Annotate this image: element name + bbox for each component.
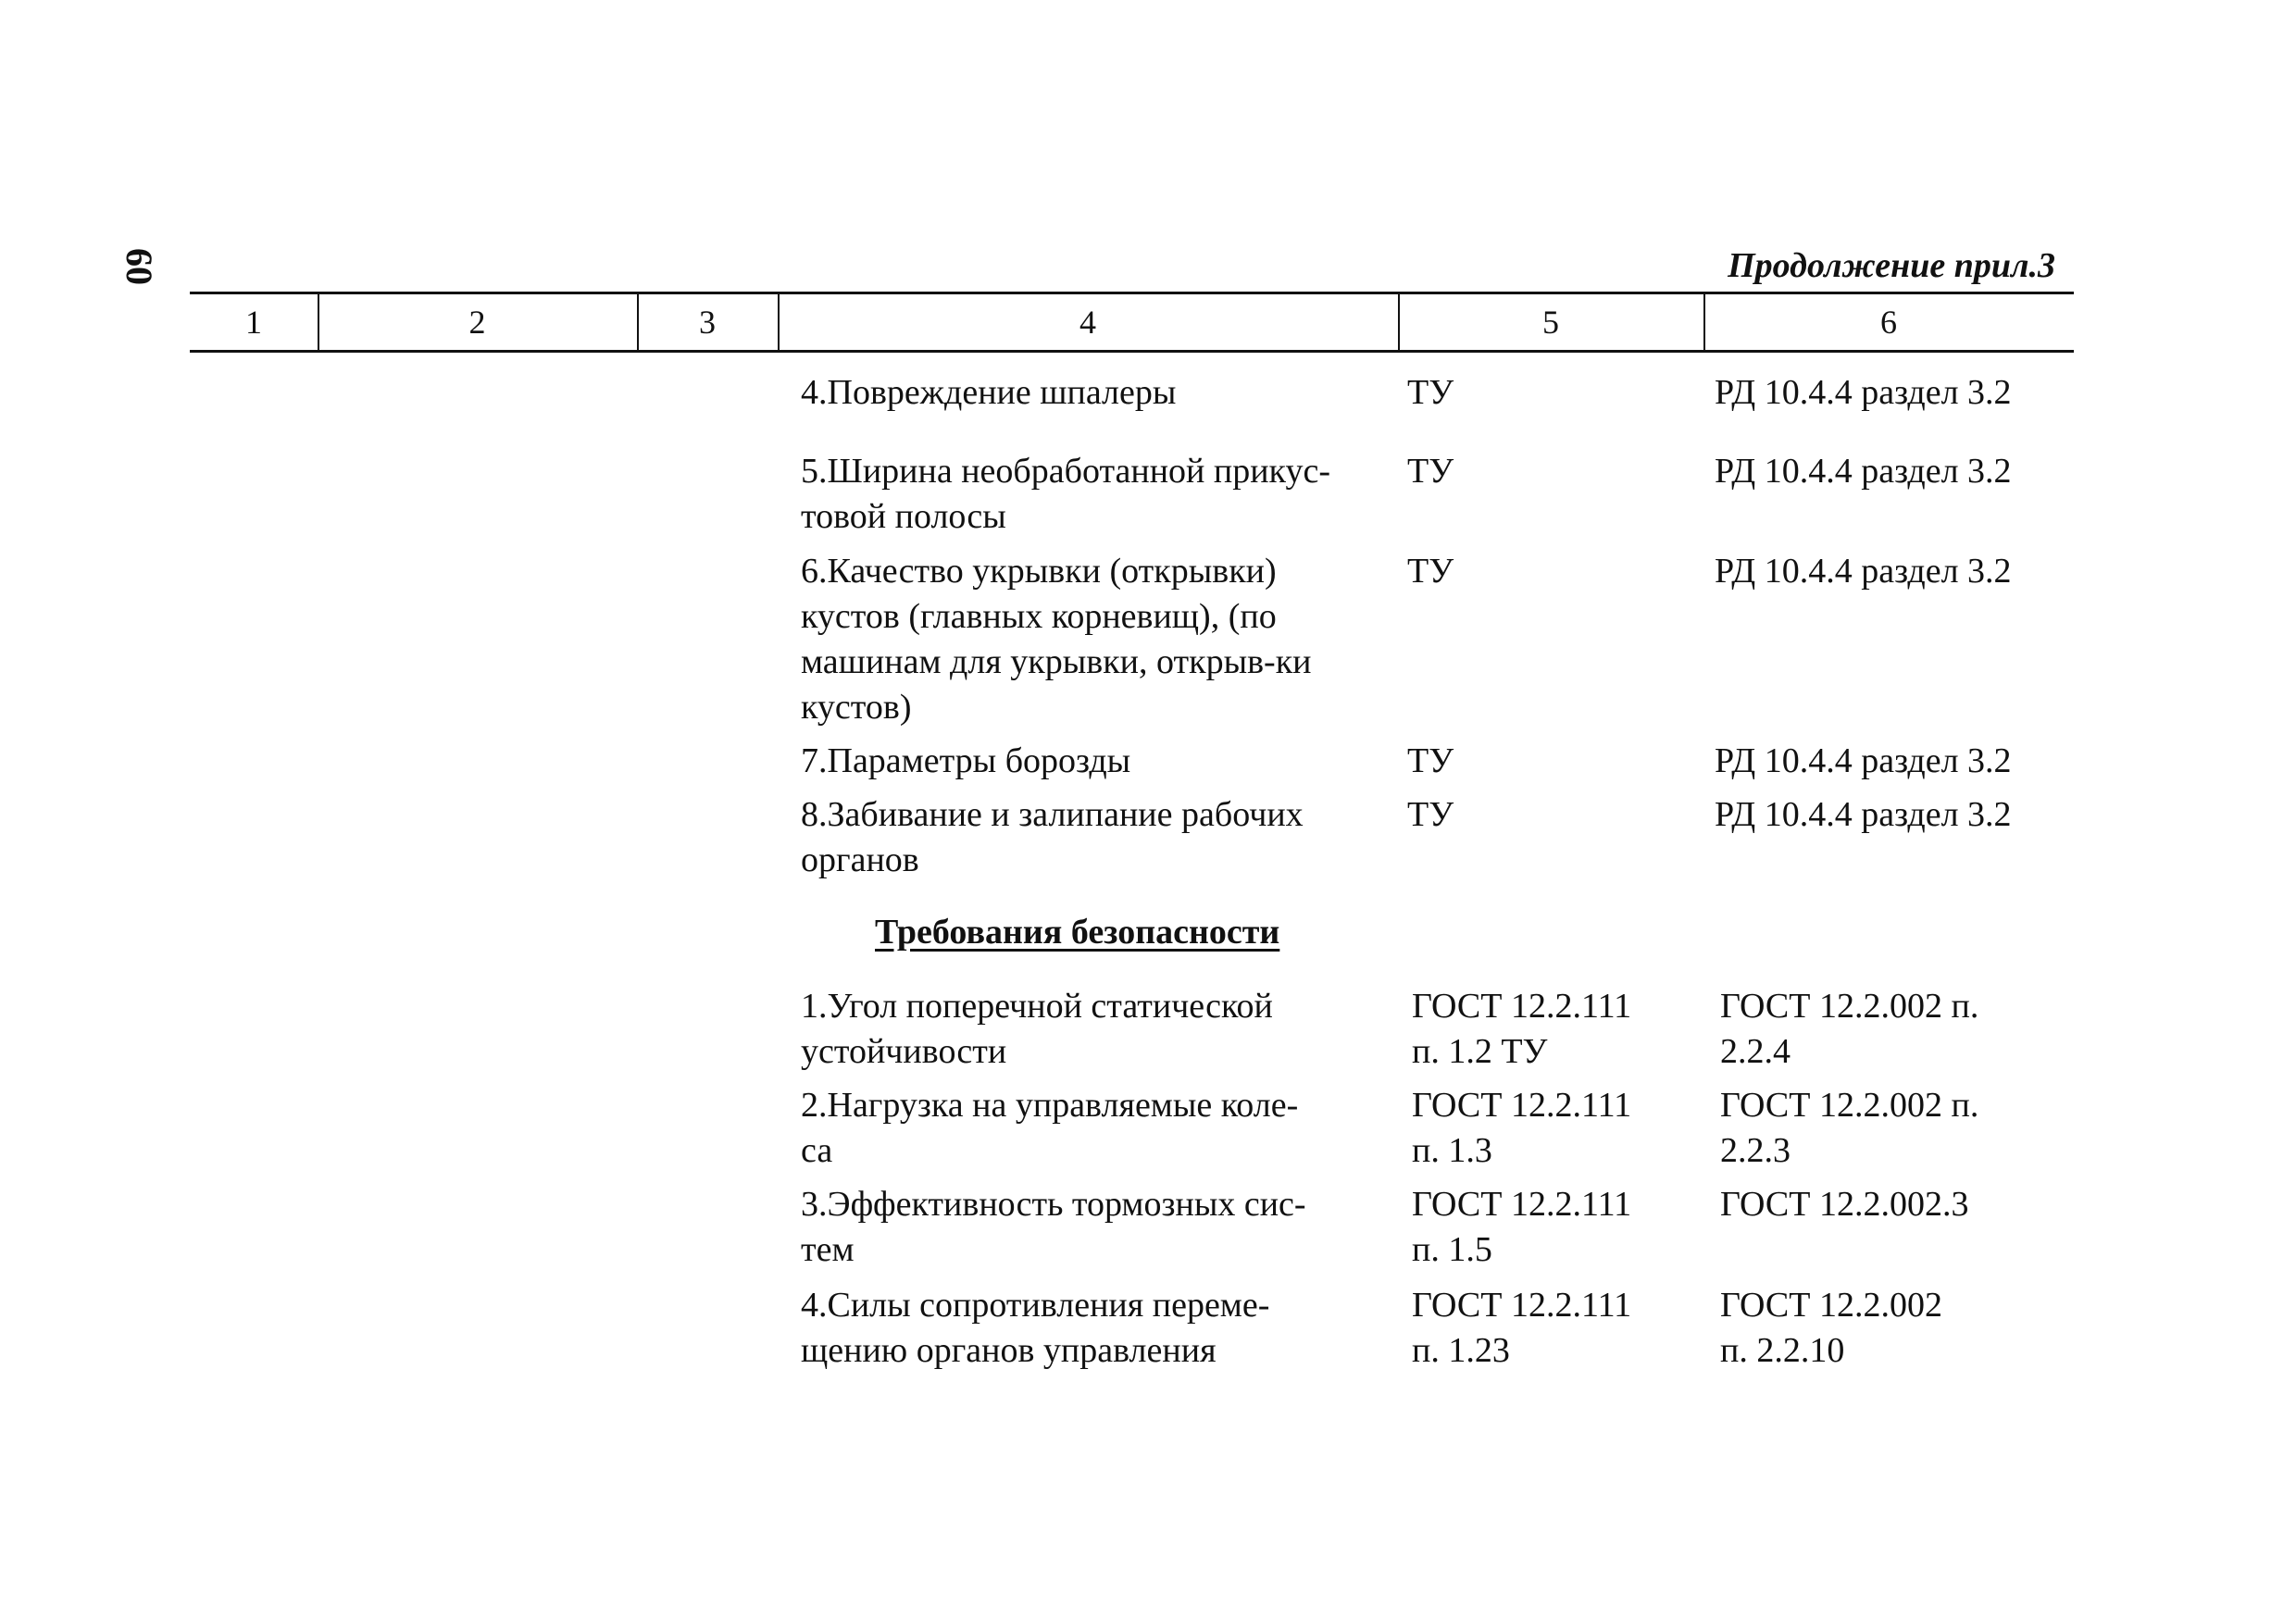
row-standard bbox=[1720, 1083, 2090, 1174]
row-parameter bbox=[801, 792, 1398, 883]
header-col-3: 3 bbox=[699, 304, 716, 341]
page-number: 60 bbox=[119, 248, 160, 285]
row-standard bbox=[1715, 449, 2085, 494]
row-parameter bbox=[801, 449, 1398, 540]
cell-text: ГОСТ 12.2.002 п. 2.2.4 bbox=[1720, 987, 1979, 1071]
row-method bbox=[1412, 1083, 1690, 1174]
cell-text: ГОСТ 12.2.002 п. 2.2.10 bbox=[1720, 1286, 1942, 1370]
header-col-1: 1 bbox=[245, 304, 262, 341]
cell-text: РД 10.4.4 раздел 3.2 bbox=[1715, 741, 2012, 780]
cell-text: 2.Нагрузка на управляемые коле- са bbox=[801, 1086, 1299, 1170]
cell-text: 4.Повреждение шпалеры bbox=[801, 373, 1177, 412]
cell-text: РД 10.4.4 раздел 3.2 bbox=[1715, 795, 2012, 834]
row-parameter bbox=[801, 739, 1398, 784]
row-method bbox=[1407, 792, 1685, 838]
cell-text: ГОСТ 12.2.002 п. 2.2.3 bbox=[1720, 1086, 1979, 1170]
cell-text: 1.Угол поперечной статической устойчивости bbox=[801, 987, 1273, 1071]
continuation-caption: Продолжение прил.3 bbox=[1728, 246, 2055, 285]
table-header bbox=[190, 292, 2074, 353]
row-method bbox=[1407, 449, 1685, 494]
cell-text: ТУ bbox=[1407, 373, 1454, 412]
header-col-5: 5 bbox=[1542, 304, 1559, 341]
row-method bbox=[1412, 1182, 1690, 1273]
row-parameter bbox=[801, 370, 1398, 416]
cell-text: ТУ bbox=[1407, 552, 1454, 591]
cell-text: ТУ bbox=[1407, 741, 1454, 780]
row-parameter bbox=[801, 549, 1398, 730]
cell-text: ГОСТ 12.2.111 п. 1.2 ТУ bbox=[1412, 987, 1632, 1071]
cell-text: 4.Силы сопротивления переме- щению органов управления bbox=[801, 1286, 1270, 1370]
cell-text: ГОСТ 12.2.111 п. 1.23 bbox=[1412, 1286, 1632, 1370]
row-standard bbox=[1720, 1182, 2090, 1227]
row-parameter bbox=[801, 984, 1398, 1075]
row-standard bbox=[1720, 1283, 2090, 1374]
header-col-2: 2 bbox=[468, 304, 486, 341]
cell-text: 3.Эффективность тормозных сис- тем bbox=[801, 1185, 1306, 1269]
cell-text: ГОСТ 12.2.111 п. 1.3 bbox=[1412, 1086, 1632, 1170]
row-standard bbox=[1720, 984, 2090, 1075]
cell-text: 8.Забивание и залипание рабочих органов bbox=[801, 795, 1304, 879]
row-method bbox=[1407, 549, 1685, 594]
cell-text: 6.Качество укрывки (открывки) кустов (главных корневищ), (по машинам для укрывки, открыв-ки кустов) bbox=[801, 552, 1312, 727]
cell-text: ГОСТ 12.2.002.3 bbox=[1720, 1185, 1969, 1224]
row-parameter bbox=[801, 1182, 1398, 1273]
cell-text: 5.Ширина необработанной прикус- товой полосы bbox=[801, 452, 1331, 536]
row-standard bbox=[1715, 739, 2085, 784]
cell-text: РД 10.4.4 раздел 3.2 bbox=[1715, 373, 2012, 412]
cell-text: ТУ bbox=[1407, 452, 1454, 491]
row-method bbox=[1407, 370, 1685, 416]
cell-text: ГОСТ 12.2.111 п. 1.5 bbox=[1412, 1185, 1632, 1269]
cell-text: РД 10.4.4 раздел 3.2 bbox=[1715, 452, 2012, 491]
header-col-6: 6 bbox=[1880, 304, 1897, 341]
row-standard bbox=[1715, 549, 2085, 594]
cell-text: РД 10.4.4 раздел 3.2 bbox=[1715, 552, 2012, 591]
row-method bbox=[1407, 739, 1685, 784]
row-parameter bbox=[801, 1083, 1398, 1174]
header-col-4: 4 bbox=[1079, 304, 1096, 341]
row-method bbox=[1412, 1283, 1690, 1374]
row-parameter bbox=[801, 1283, 1398, 1374]
cell-text: ТУ bbox=[1407, 795, 1454, 834]
section-heading: Требования безопасности bbox=[875, 913, 1280, 952]
cell-text: 7.Параметры борозды bbox=[801, 741, 1131, 780]
row-standard bbox=[1715, 792, 2085, 838]
row-standard bbox=[1715, 370, 2085, 416]
row-method bbox=[1412, 984, 1690, 1075]
